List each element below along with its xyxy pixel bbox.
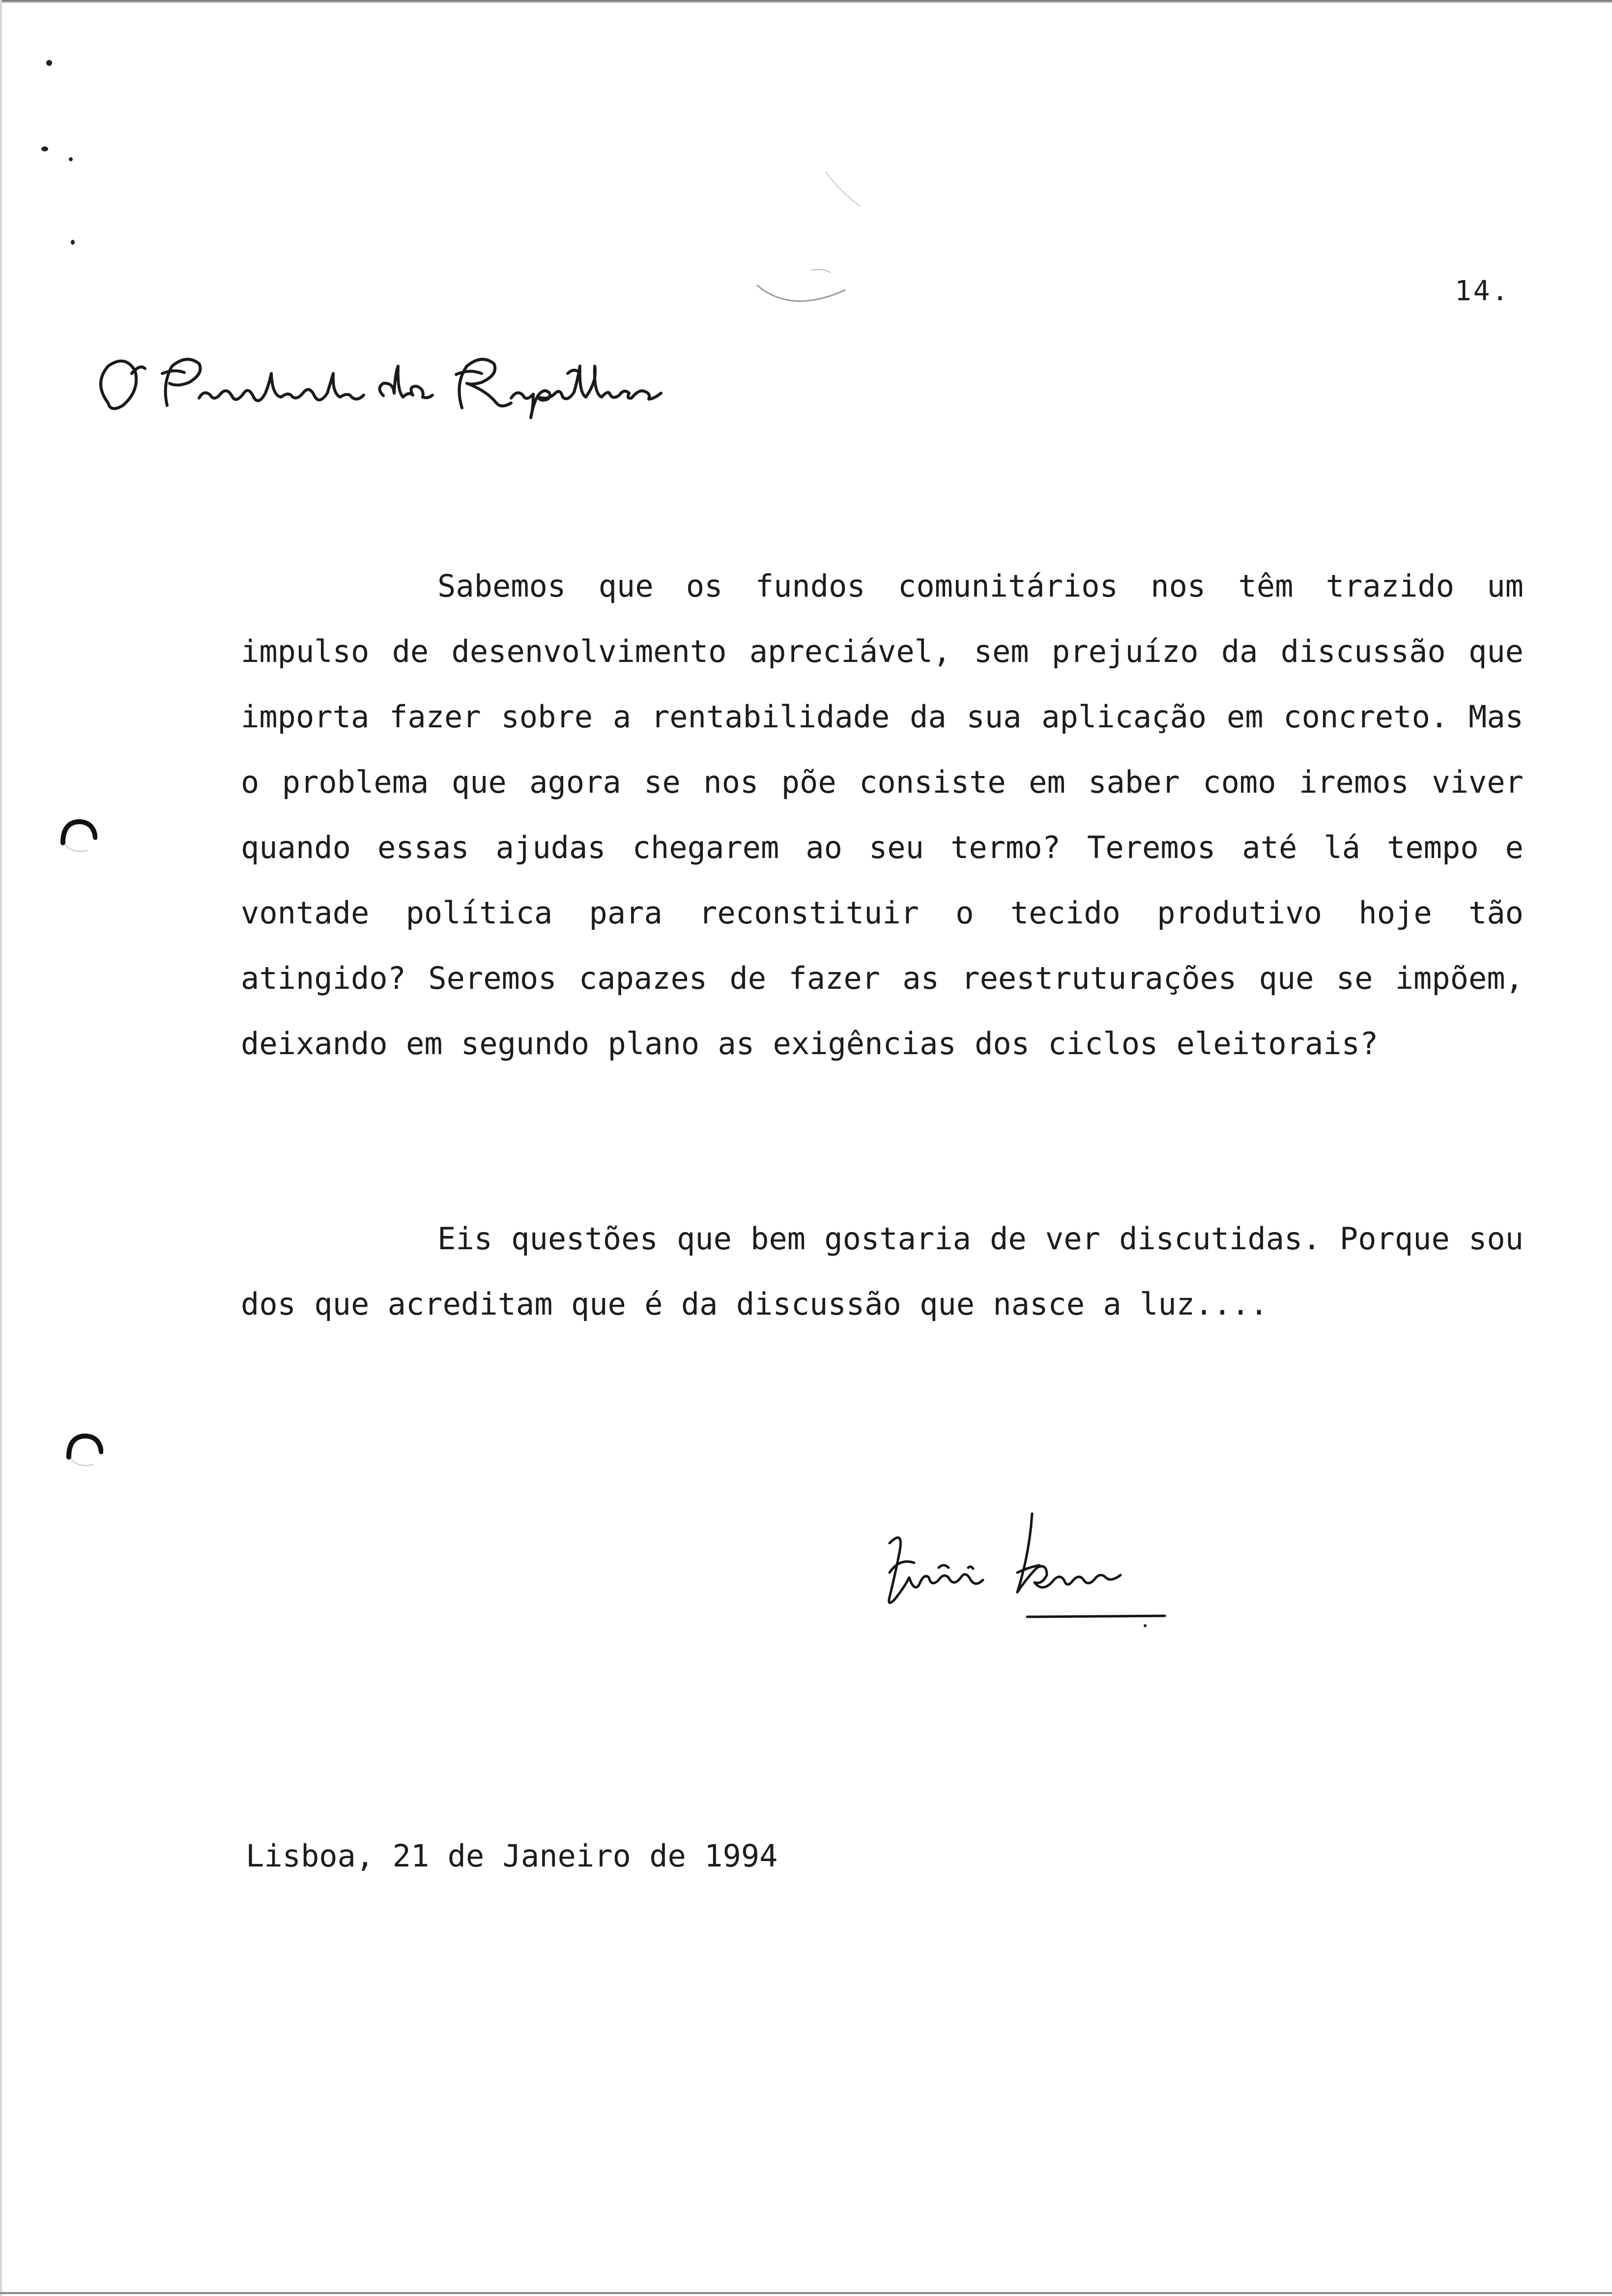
punch-hole-mark <box>64 1430 103 1469</box>
body-paragraph: Sabemos que os fundos comunitários nos têm trazido um impulso de desenvolvimento apreciável, sem prejuízo da discussão que importa fazer sobre a rentabilidade da sua aplicação em concreto. Mas o problema que agora se nos põe consiste em saber como iremos viver quando essas ajudas chegarem ao seu termo? Teremos até lá tempo e vontade política para reconstituir o tecido produtivo hoje tão atingido? Seremos capazes de fazer as reestruturações que se impõem, deixando em segundo plano as exigências dos ciclos eleitorais? <box>241 568 1524 1062</box>
scan-edge-bottom <box>0 2292 1612 2294</box>
scan-speck <box>41 146 48 151</box>
faint-stamp-mark <box>737 162 885 324</box>
scan-edge-left <box>0 0 2 2296</box>
body-paragraph: Eis questões que bem gostaria de ver discutidas. Porque sou dos que acreditam que é da discussão que nasce a luz.... <box>241 1221 1524 1322</box>
scan-speck <box>46 60 52 66</box>
page-number: 14. <box>1455 275 1511 307</box>
scan-speck <box>69 157 73 161</box>
handwritten-signature <box>870 1494 1175 1651</box>
scan-edge-top <box>0 0 1612 3</box>
punch-hole-mark <box>58 816 97 855</box>
dateline: Lisboa, 21 de Janeiro de 1994 <box>246 1838 778 1874</box>
letterhead-logo <box>88 344 678 423</box>
scan-speck <box>71 240 75 245</box>
